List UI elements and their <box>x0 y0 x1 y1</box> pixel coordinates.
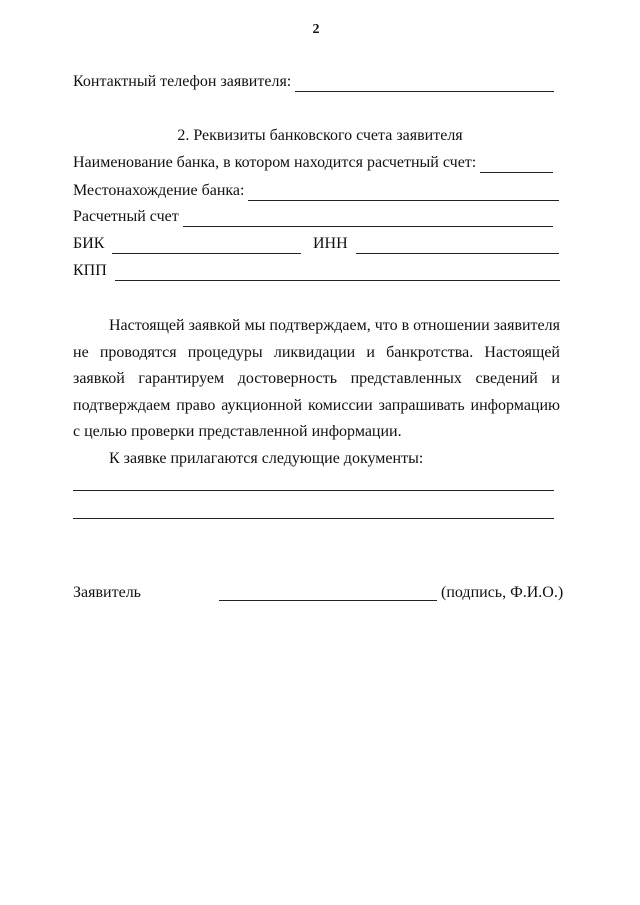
bik-row <box>73 234 301 254</box>
page-number: 2 <box>312 22 320 37</box>
section-title: 2. Реквизиты банковского счета заявителя <box>177 127 463 144</box>
attachments-paragraph: К заявке прилагаются следующие документы: <box>109 450 424 467</box>
bik-label: БИК <box>73 235 105 252</box>
inn-field[interactable] <box>356 238 559 254</box>
signature-hint: (подпись, Ф.И.О.) <box>441 584 564 601</box>
inn-row <box>313 234 559 254</box>
contact-phone-row <box>73 72 554 92</box>
attachments-line-2[interactable] <box>73 518 554 519</box>
account-field[interactable] <box>183 211 553 227</box>
applicant-label: Заявитель <box>73 584 141 601</box>
account-row <box>73 207 553 227</box>
bank-name-label: Наименование банка, в котором находится расчетный счет: <box>73 154 477 171</box>
bank-location-label: Местонахождение банка: <box>73 182 245 199</box>
inn-label: ИНН <box>313 235 348 252</box>
attachments-line-1[interactable] <box>73 490 554 491</box>
signature-field[interactable] <box>219 600 437 601</box>
bank-location-field[interactable] <box>248 185 559 201</box>
bik-field[interactable] <box>112 238 301 254</box>
kpp-field[interactable] <box>115 265 560 281</box>
bank-name-row <box>73 153 553 173</box>
bank-name-field[interactable] <box>480 157 553 173</box>
contact-phone-field[interactable] <box>295 76 554 92</box>
kpp-row <box>73 261 560 281</box>
contact-phone-label: Контактный телефон заявителя: <box>73 73 292 90</box>
account-label: Расчетный счет <box>73 208 179 225</box>
bank-location-row <box>73 181 559 201</box>
confirmation-paragraph: Настоящей заявкой мы подтверждаем, что в отношении заявителя не проводятся процедуры ликвидации и банкротства. Настоящей заявкой гарантируем достоверность представленных сведений и подтверждаем право аукционной комиссии запрашивать информацию с целью проверки представленной информации. <box>73 317 560 440</box>
kpp-label: КПП <box>73 262 107 279</box>
